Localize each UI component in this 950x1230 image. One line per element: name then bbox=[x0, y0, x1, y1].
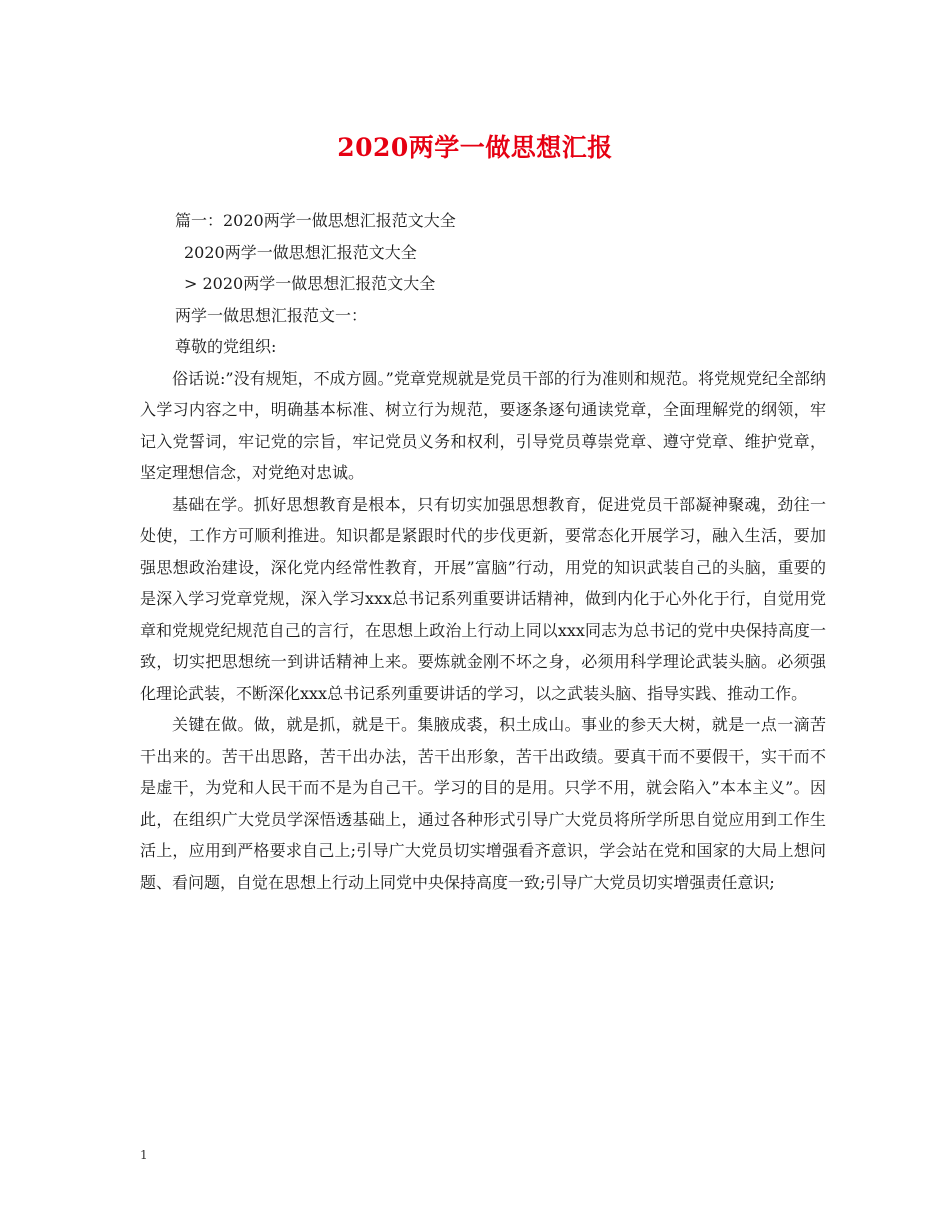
page-number: 1 bbox=[140, 1148, 148, 1162]
body-paragraph: 俗话说:”没有规矩，不成方圆。”党章党规就是党员干部的行为准则和规范。将党规党纪全部纳入学习内容之中，明确基本标准、树立行为规范，要逐条逐句通读党章，全面理解党的纲领，牢记入党誓词，牢记党的宗旨，牢记党员义务和权利，引导党员尊崇党章、遵守党章、维护党章，坚定理想信念，对党绝对忠诚。 bbox=[140, 368, 826, 482]
body-paragraph: 基础在学。抓好思想教育是根本，只有切实加强思想教育，促进党员干部凝神聚魂，劲往一处使，工作方可顺利推进。知识都是紧跟时代的步伐更新，要常态化开展学习，融入生活，要加强思想政治建设，深化党内经常性教育，开展”富脑”行动，用党的知识武装自己的头脑，重要的是深入学习党章党规，深入学习xxx总书记系列重要讲话精神，做到内化于心外化于行，自觉用党章和党规党纪规范自己的言行，在思想上政治上行动上同以xxx同志为总书记的党中央保持高度一致，切实把思想统一到讲话精神上来。要炼就金刚不坏之身，必须用科学理论武装头脑。必须强化理论武装，不断深化xxx总书记系列重要讲话的学习，以之武装头脑、指导实践、推动工作。 bbox=[140, 494, 826, 703]
document-body bbox=[140, 205, 826, 898]
subheading-line: > 2020两学一做思想汇报范文大全 bbox=[184, 274, 436, 293]
subheading-line: 两学一做思想汇报范文一： bbox=[175, 305, 368, 325]
body-paragraph: 关键在做。做，就是抓，就是干。集腋成裘，积土成山。事业的参天大树，就是一点一滴苦干出来的。苦干出思路，苦干出办法，苦干出形象，苦干出政绩。要真干而不要假干，实干而不是虚干，为党和人民干而不是为自己干。学习的目的是用。只学不用，就会陷入”本本主义”。因此，在组织广大党员学深悟透基础上，通过各种形式引导广大党员将所学所思自觉应用到工作生活上，应用到严格要求自己上;引导广大党员切实增强看齐意识，学会站在党和国家的大局上想问题、看问题，自觉在思想上行动上同党中央保持高度一致;引导广大党员切实增强责任意识; bbox=[140, 715, 826, 892]
salutation: 尊敬的党组织: bbox=[175, 337, 277, 356]
subheading-line: 2020两学一做思想汇报范文大全 bbox=[184, 242, 417, 262]
section-heading: 篇一：2020两学一做思想汇报范文大全 bbox=[175, 211, 456, 230]
document-title: 2020两学一做思想汇报 bbox=[337, 133, 613, 162]
